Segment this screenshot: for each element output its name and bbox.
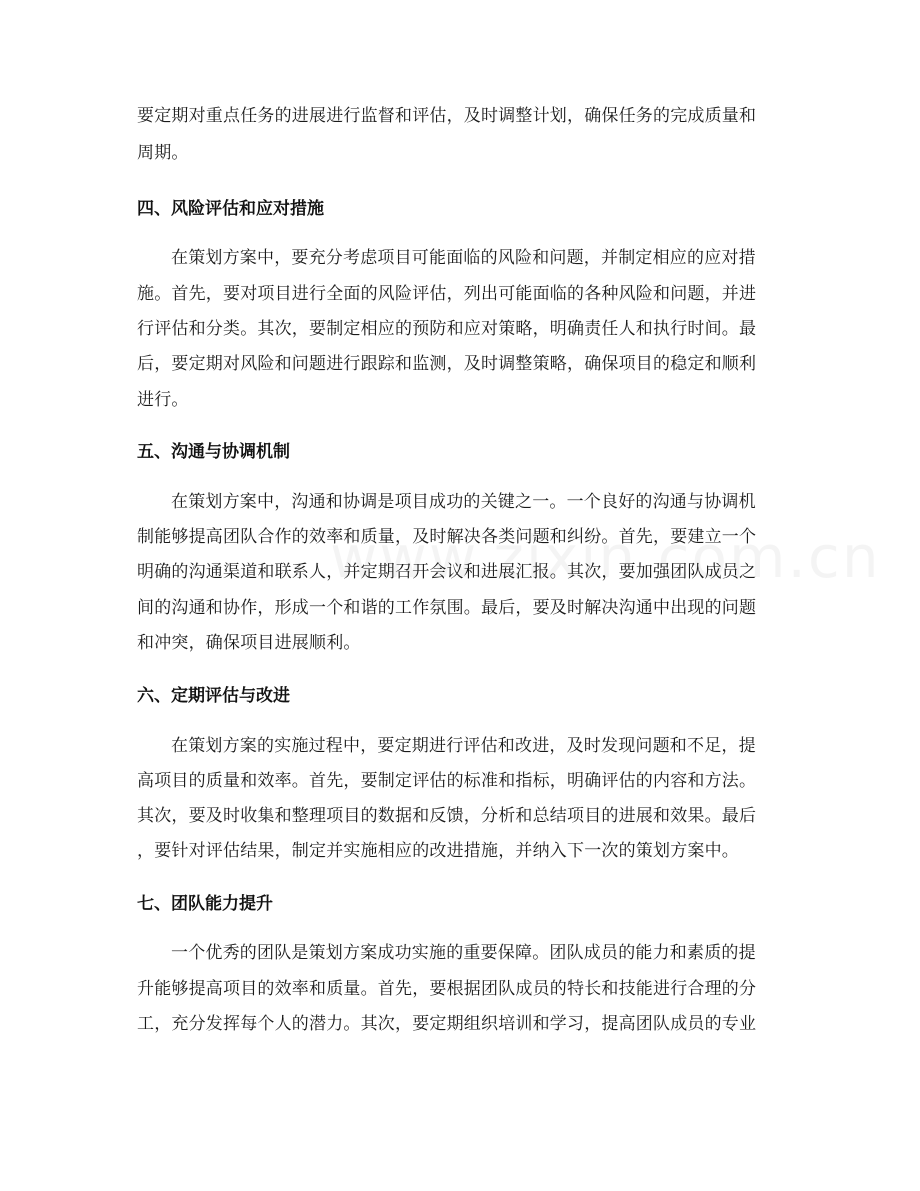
paragraph-line: 制能够提高团队合作的效率和质量，及时解决各类问题和纠纷。首先，要建立一个 (137, 527, 757, 547)
paragraph-line: ，要针对评估结果，制定并实施相应的改进措施，并纳入下一次的策划方案中。 (137, 841, 739, 861)
section-heading: 七、团队能力提升 (137, 894, 273, 914)
paragraph-line: 明确的沟通渠道和联系人，并定期召开会议和进展汇报。其次，要加强团队成员之 (137, 562, 757, 582)
paragraph-line: 升能够提高项目的效率和质量。首先，要根据团队成员的特长和技能进行合理的分 (137, 979, 757, 999)
paragraph-line: 在策划方案中，要充分考虑项目可能面临的风险和问题，并制定相应的应对措 (171, 248, 756, 268)
paragraph-line: 后，要定期对风险和问题进行跟踪和监测，及时调整策略，确保项目的稳定和顺利 (137, 354, 757, 374)
paragraph-line: 在策划方案中，沟通和协调是项目成功的关键之一。一个良好的沟通与协调机 (171, 492, 756, 512)
paragraph-line: 一个优秀的团队是策划方案成功实施的重要保障。团队成员的能力和素质的提 (171, 943, 756, 963)
paragraph-line: 和冲突，确保项目进展顺利。 (137, 633, 361, 653)
paragraph-line: 施。首先，要对项目进行全面的风险评估，列出可能面临的各种风险和问题，并进 (137, 284, 757, 304)
section-heading: 五、沟通与协调机制 (137, 442, 290, 462)
section-heading: 四、风险评估和应对措施 (137, 199, 324, 219)
paragraph-line: 行评估和分类。其次，要制定相应的预防和应对策略，明确责任人和执行时间。最 (137, 319, 757, 339)
paragraph-line: 高项目的质量和效率。首先，要制定评估的标准和指标，明确评估的内容和方法。 (137, 771, 757, 791)
paragraph-line: 进行。 (137, 390, 189, 410)
paragraph-line: 要定期对重点任务的进展进行监督和评估，及时调整计划，确保任务的完成质量和 (137, 106, 757, 126)
section-heading: 六、定期评估与改进 (137, 686, 290, 706)
paragraph-line: 在策划方案的实施过程中，要定期进行评估和改进，及时发现问题和不足，提 (171, 736, 756, 756)
paragraph-line: 间的沟通和协作，形成一个和谐的工作氛围。最后，要及时解决沟通中出现的问题 (137, 598, 757, 618)
paragraph-line: 其次，要及时收集和整理项目的数据和反馈，分析和总结项目的进展和效果。最后 (137, 806, 757, 826)
paragraph-line: 工，充分发挥每个人的潜力。其次，要定期组织培训和学习，提高团队成员的专业 (137, 1014, 757, 1034)
paragraph-line: 周期。 (137, 143, 189, 163)
